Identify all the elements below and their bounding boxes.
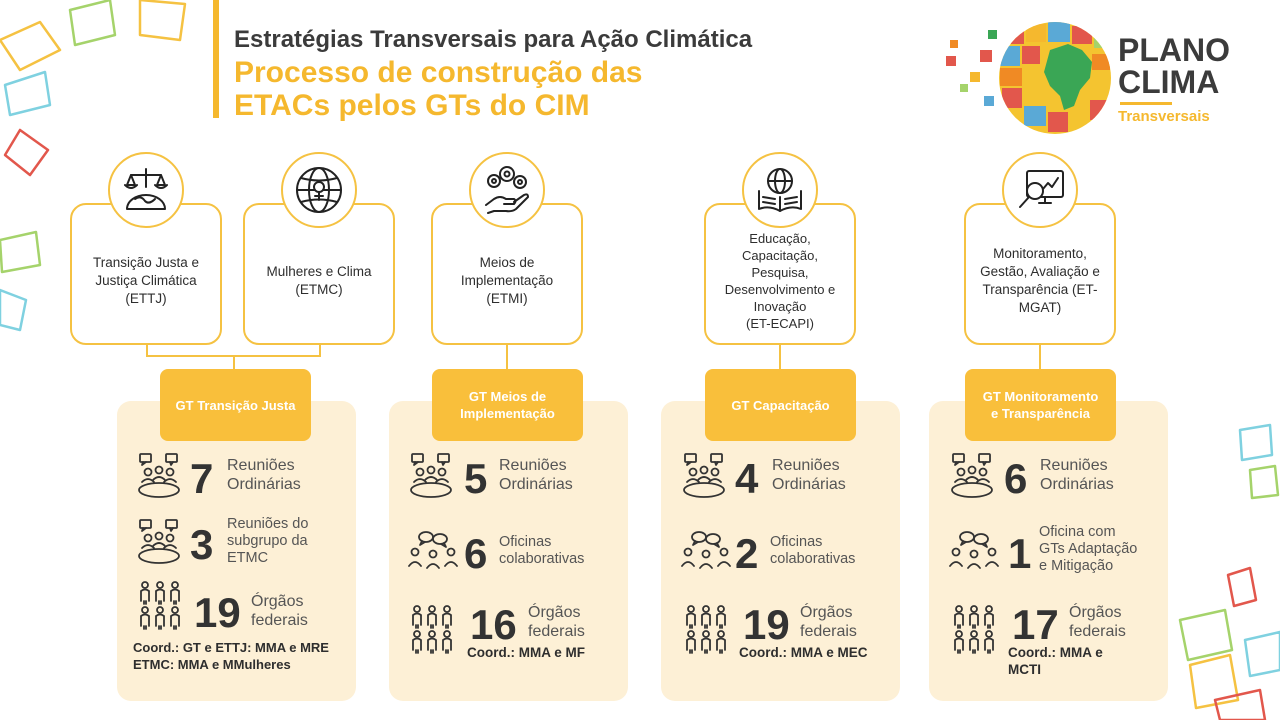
- stat-label-line: Ordinárias: [227, 476, 301, 493]
- coordination-line: Coord.: MMA e MF: [467, 645, 585, 660]
- stat-label: [499, 456, 573, 494]
- strategy-line: Capacitação,: [742, 248, 818, 263]
- stat-label-line: Órgãos: [800, 604, 853, 621]
- strategy-line: MGAT): [1018, 300, 1062, 315]
- title-accent-bar: [213, 0, 219, 118]
- people-group-icon: [410, 605, 454, 655]
- stat-label-line: Órgãos: [1069, 604, 1122, 621]
- strategy-line: (ETTJ): [125, 291, 167, 306]
- gears-hand-icon: [469, 152, 545, 228]
- stat-label: [499, 534, 584, 568]
- stat-label-line: federais: [251, 612, 308, 629]
- monitor-magnifier-icon: [1002, 152, 1078, 228]
- gt-tab-line: GT Meios de: [468, 389, 547, 404]
- strategy-line: Monitoramento,: [993, 246, 1087, 261]
- coordination-text: [133, 639, 329, 673]
- strategy-line: Transparência (ET-: [982, 282, 1098, 297]
- stat-label-line: Ordinárias: [1040, 476, 1114, 493]
- connector-etmi: [506, 345, 508, 369]
- strategy-text-ettj: [93, 254, 199, 308]
- meeting-icon: [681, 452, 727, 500]
- coordination-line: Coord.: MMA e MEC: [739, 645, 868, 660]
- stat-label-line: ETMC: [227, 550, 269, 566]
- stat-label-line: Reuniões: [772, 457, 840, 474]
- logo-underline: [1120, 102, 1172, 105]
- stat-number: 19: [194, 589, 241, 636]
- stat-label: [251, 592, 308, 630]
- strategy-line: Justiça Climática: [95, 273, 197, 288]
- gt-tab-transicao-justa: [160, 369, 311, 441]
- stat-label-line: e Mitigação: [1039, 558, 1114, 574]
- gt-tab-line: GT Transição Justa: [175, 397, 296, 413]
- page-title-line-2: ETACs pelos GTs do CIM: [234, 89, 590, 122]
- gt-tab-line: GT Capacitação: [731, 397, 830, 413]
- connector-merge-down: [233, 355, 235, 370]
- coordination-text: [467, 644, 585, 661]
- stat-number: 3: [190, 521, 214, 568]
- strategy-line: Pesquisa,: [751, 265, 809, 280]
- meeting-icon: [408, 452, 454, 500]
- stat-label-line: Reuniões: [1040, 457, 1108, 474]
- strategy-text-etmc: [266, 263, 371, 299]
- stat-label-line: colaborativas: [499, 551, 585, 567]
- stat-label-line: Oficinas: [499, 534, 552, 550]
- stat-label-line: Oficina com: [1039, 524, 1116, 540]
- strategy-line: (ETMI): [486, 291, 528, 306]
- stat-label: [227, 456, 301, 494]
- stat-label-line: colaborativas: [770, 551, 856, 567]
- coordination-line: ETMC: MMA e MMulheres: [133, 657, 291, 672]
- strategy-line: Implementação: [460, 273, 554, 288]
- stat-label: [528, 603, 585, 641]
- stat-number: 4: [735, 455, 759, 502]
- stat-label-line: federais: [800, 623, 857, 640]
- strategy-line: Transição Justa e: [92, 255, 200, 270]
- coordination-line: Coord.: GT e ETTJ: MMA e MRE: [133, 640, 329, 655]
- strategy-line: (ET-ECAPI): [746, 316, 814, 331]
- connector-et-ecapi: [779, 345, 781, 369]
- strategy-line: Desenvolvimento e: [724, 282, 836, 297]
- page-subtitle: Estratégias Transversais para Ação Climática: [234, 26, 753, 53]
- stat-label-line: subgrupo da: [227, 533, 308, 549]
- coordination-line: MCTI: [1008, 662, 1041, 677]
- stat-number: 19: [743, 601, 790, 648]
- coordination-text: [739, 644, 868, 661]
- stat-label-line: Órgãos: [251, 593, 304, 610]
- page-title-line-1: Processo de construção das: [234, 56, 643, 89]
- stat-number: 1: [1008, 530, 1032, 577]
- stat-label: [227, 516, 308, 567]
- stat-number: 16: [470, 601, 517, 648]
- meeting-icon: [136, 518, 182, 566]
- stat-label-line: Reuniões: [499, 457, 567, 474]
- meeting-icon: [136, 452, 182, 500]
- stat-number: 17: [1012, 601, 1059, 648]
- stat-label: [800, 603, 857, 641]
- stat-label-line: federais: [1069, 623, 1126, 640]
- logo-wordmark: [1118, 34, 1230, 98]
- meeting-icon: [949, 452, 995, 500]
- stat-label: [770, 534, 855, 568]
- gt-tab-line: e Transparência: [990, 406, 1090, 421]
- stat-number: 2: [735, 530, 759, 577]
- workshop-icon: [681, 530, 731, 570]
- logo-subtitle: Transversais: [1118, 108, 1210, 125]
- stat-label-line: Ordinárias: [772, 476, 846, 493]
- stat-label-line: Oficinas: [770, 534, 823, 550]
- stat-label-line: GTs Adaptação: [1039, 541, 1138, 557]
- gt-tab-line: Implementação: [460, 406, 555, 421]
- scale-globe-icon: [108, 152, 184, 228]
- logo-line-1: PLANO: [1118, 32, 1230, 68]
- stat-number: 6: [464, 530, 488, 577]
- workshop-icon: [949, 530, 999, 570]
- globe-female-icon: [281, 152, 357, 228]
- logo-line-2: CLIMA: [1118, 64, 1220, 100]
- gt-tab-capacitacao: [705, 369, 856, 441]
- strategy-text-et-ecapi: [725, 230, 836, 332]
- strategy-line: (ETMC): [295, 282, 343, 297]
- stat-label: [1069, 603, 1126, 641]
- strategy-line: Gestão, Avaliação e: [980, 264, 1100, 279]
- stat-label: [1040, 456, 1114, 494]
- stat-label-line: federais: [528, 623, 585, 640]
- stat-label: [1039, 524, 1137, 575]
- stat-number: 7: [190, 455, 214, 502]
- coordination-line: Coord.: MMA e: [1008, 645, 1103, 660]
- strategy-line: Mulheres e Clima: [266, 264, 372, 279]
- connector-et-mgat: [1039, 345, 1041, 369]
- gt-tab-meios-implementacao: [432, 369, 583, 441]
- workshop-icon: [408, 530, 458, 570]
- gt-tab-monitoramento: [965, 369, 1116, 441]
- stat-number: 5: [464, 455, 488, 502]
- stat-number: 6: [1004, 455, 1028, 502]
- stat-label-line: Órgãos: [528, 604, 581, 621]
- people-group-icon: [952, 605, 996, 655]
- people-group-icon: [138, 581, 182, 631]
- book-globe-icon: [742, 152, 818, 228]
- page-title: [234, 56, 643, 122]
- stat-label-line: Reuniões: [227, 457, 295, 474]
- gt-tab-line: GT Monitoramento: [982, 389, 1099, 404]
- stat-label-line: Ordinárias: [499, 476, 573, 493]
- strategy-text-et-mgat: [980, 245, 1100, 317]
- people-group-icon: [684, 605, 728, 655]
- stat-label-line: Reuniões do: [227, 516, 309, 532]
- strategy-text-etmi: [461, 254, 553, 308]
- stat-label: [772, 456, 846, 494]
- strategy-line: Inovação: [753, 299, 807, 314]
- strategy-line: Meios de: [479, 255, 535, 270]
- strategy-line: Educação,: [749, 231, 811, 246]
- coordination-text: [1008, 644, 1103, 678]
